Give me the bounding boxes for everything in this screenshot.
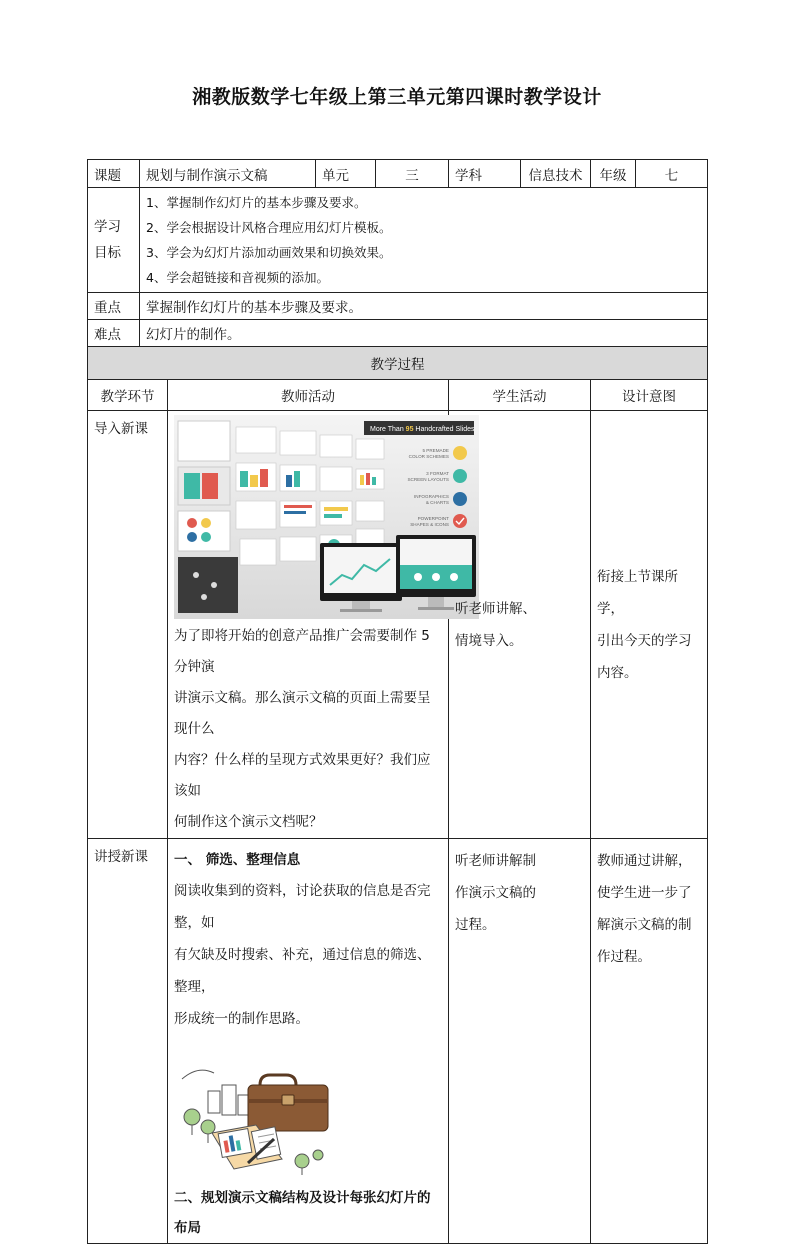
svg-text:3 FORMAT: 3 FORMAT — [426, 471, 449, 476]
col-stage: 教学环节 — [88, 380, 168, 411]
teacher-cell — [168, 411, 475, 839]
process-header: 教学过程 — [88, 347, 708, 380]
topic-value: 规划与制作演示文稿 — [140, 160, 316, 188]
svg-text:INFOGRAPHICS: INFOGRAPHICS — [414, 494, 449, 499]
unit-value: 三 — [376, 160, 449, 188]
column-header-row — [88, 380, 708, 411]
col-teacher: 教师活动 — [168, 380, 449, 411]
student-cell: 听老师讲解制 作演示文稿的 过程。 — [449, 839, 591, 1244]
info-row — [88, 160, 708, 188]
section-heading: 二、规划演示文稿结构及设计每张幻灯片的布局 — [174, 1190, 431, 1236]
objective-item: 2、学会根据设计风格合理应用幻灯片模板。 — [146, 220, 392, 235]
teacher-text-line: 阅读收集到的资料，讨论获取的信息是否完整，如 — [174, 883, 431, 931]
svg-text:SCREEN LAYOUTS: SCREEN LAYOUTS — [407, 477, 449, 482]
svg-text:POWERPOINT: POWERPOINT — [417, 516, 449, 521]
stage-cell: 讲授新课 — [88, 839, 168, 1244]
grade-label: 年级 — [591, 160, 636, 188]
section-heading: 一、 筛选、整理信息 — [174, 852, 301, 868]
teacher-text-line: 何制作这个演示文档呢？ — [174, 814, 323, 830]
grade-value: 七 — [636, 160, 708, 188]
lesson-row-intro — [88, 411, 708, 839]
key-point-label: 重点 — [88, 293, 140, 320]
teacher-text-line: 有欠缺及时搜索、补充，通过信息的筛选、整理， — [174, 947, 431, 995]
process-header-row — [88, 347, 708, 380]
lesson-plan-table — [87, 159, 708, 1244]
unit-label: 单元 — [316, 160, 376, 188]
subject-value: 信息技术 — [521, 160, 591, 188]
col-intent: 设计意图 — [591, 380, 708, 411]
teacher-cell — [168, 839, 449, 1244]
lesson-row-new — [88, 839, 708, 1244]
teacher-text-line: 形成统一的制作思路。 — [174, 1011, 309, 1027]
svg-text:5 PREMADE: 5 PREMADE — [422, 448, 449, 453]
objectives-list — [140, 188, 708, 293]
stage-cell: 导入新课 — [88, 411, 168, 839]
svg-text:COLOR SCHEMES: COLOR SCHEMES — [408, 454, 449, 459]
key-point-text: 掌握制作幻灯片的基本步骤及要求。 — [140, 293, 708, 320]
objective-item: 3、学会为幻灯片添加动画效果和切换效果。 — [146, 245, 392, 260]
presentation-slides-image — [174, 415, 479, 619]
key-point-row — [88, 293, 708, 320]
document-title: 湘教版数学七年级上第三单元第四课时教学设计 — [192, 86, 602, 108]
objective-item: 4、学会超链接和音视频的添加。 — [146, 270, 329, 285]
objectives-row — [88, 188, 708, 293]
intent-cell: 教师通过讲解， 使学生进一步了 解演示文稿的制 作过程。 — [591, 839, 708, 1244]
objective-item: 1、掌握制作幻灯片的基本步骤及要求。 — [146, 195, 367, 210]
teacher-text-line: 讲演示文稿。那么演示文稿的页面上需要呈现什么 — [174, 690, 431, 737]
difficulty-text: 幻灯片的制作。 — [140, 320, 708, 347]
difficulty-label: 难点 — [88, 320, 140, 347]
student-cell: 听老师讲解、 情境导入。 — [449, 411, 591, 839]
topic-label: 课题 — [88, 160, 140, 188]
difficulty-row — [88, 320, 708, 347]
svg-text:SHAPES & ICONS: SHAPES & ICONS — [410, 522, 449, 527]
teacher-text-line: 内容？什么样的呈现方式效果更好？我们应该如 — [174, 752, 431, 799]
svg-text:More Than 95 Handcrafted Slide: More Than 95 Handcrafted Slides — [370, 426, 475, 433]
objectives-label: 学习 目标 — [88, 188, 140, 293]
intent-cell: 衔接上节课所学， 引出今天的学习 内容。 — [591, 411, 708, 839]
briefcase-illustration — [178, 1059, 338, 1177]
svg-text:& CHARTS: & CHARTS — [425, 500, 449, 505]
teacher-text-line: 为了即将开始的创意产品推广会需要制作 5 分钟演 — [174, 628, 430, 675]
subject-label: 学科 — [449, 160, 521, 188]
col-student: 学生活动 — [449, 380, 591, 411]
